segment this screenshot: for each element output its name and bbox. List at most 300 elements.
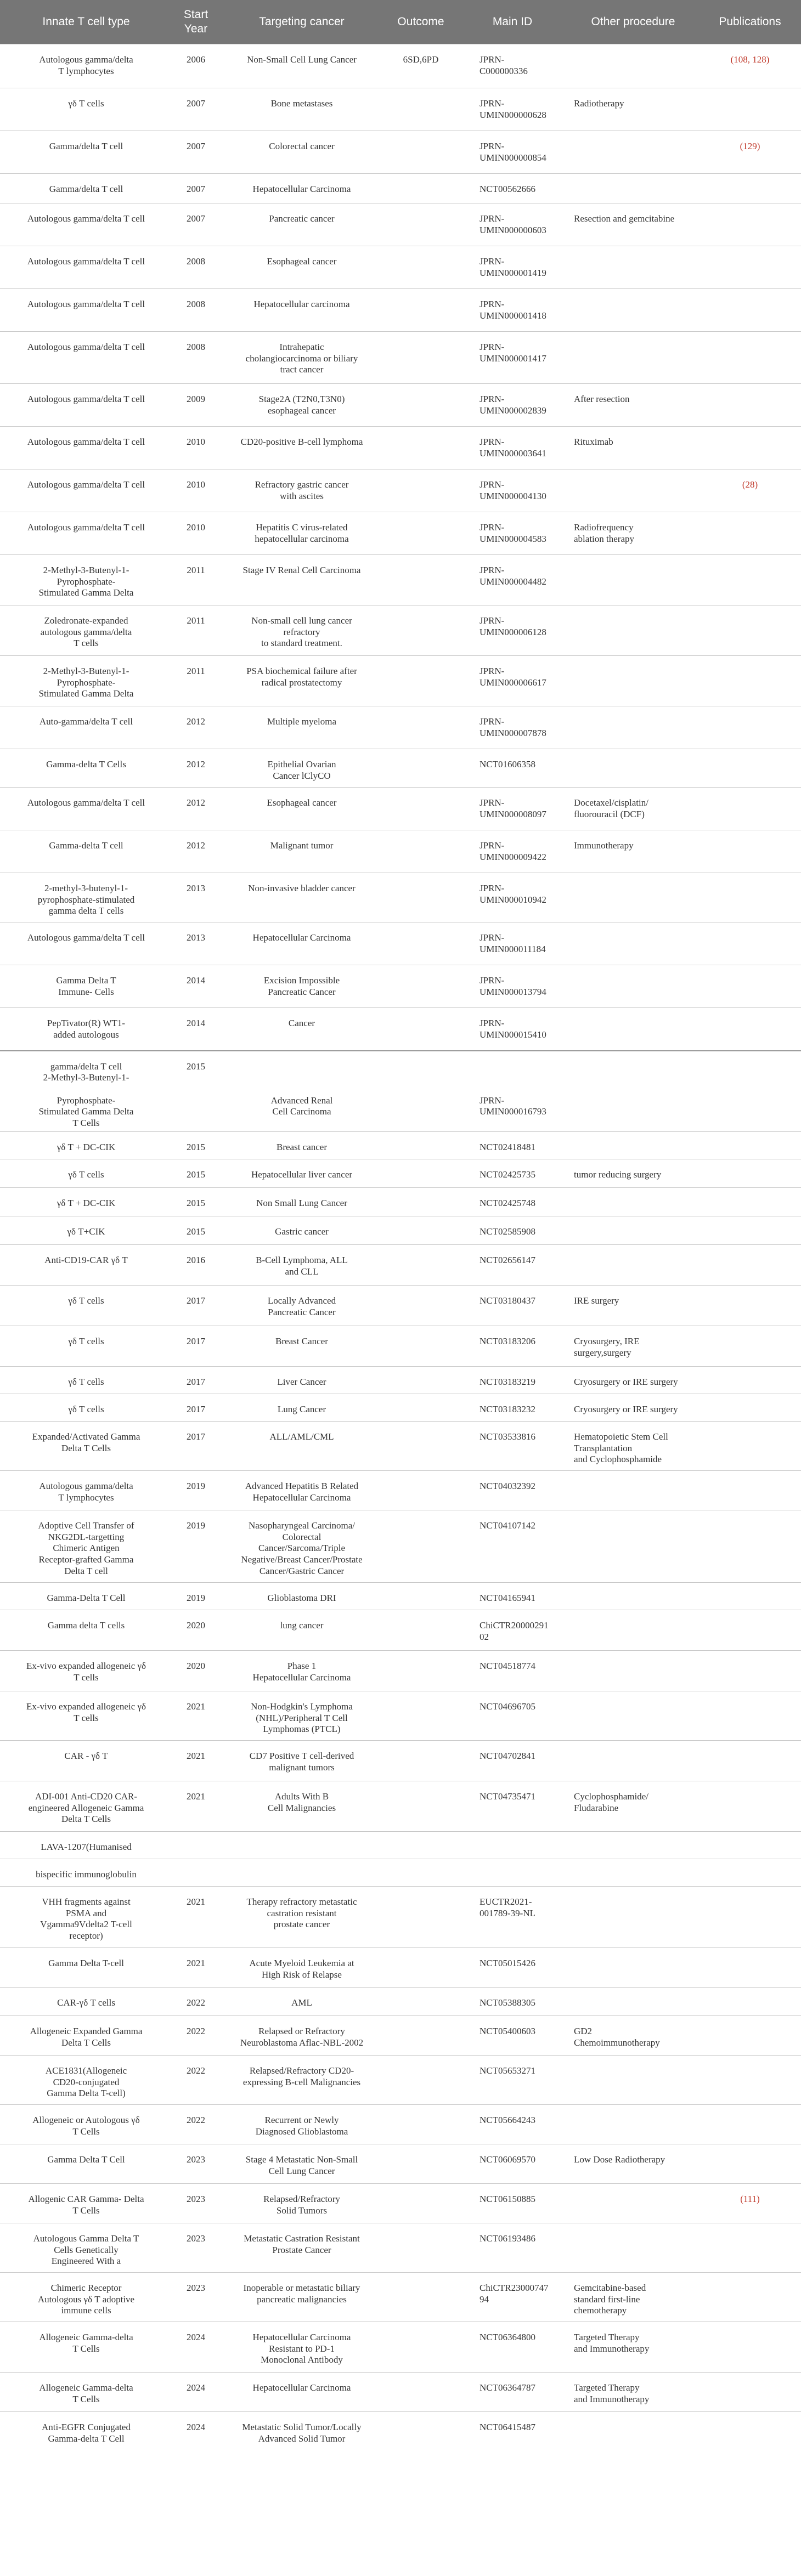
cell-outcome xyxy=(384,1781,458,1832)
cell-other-procedure xyxy=(567,2412,699,2453)
cell-targeting-cancer xyxy=(219,1510,384,1583)
cell-other-procedure-text: Hematopoietic Stem Cell Transplantation and Cyclophosphamide xyxy=(574,1431,668,1465)
cell-main-id-text: ChiCTR23000747 94 xyxy=(480,2283,549,2305)
cell-start-year-text: 2023 xyxy=(187,2194,205,2204)
cell-main-id-text: JPRN- UMIN000002839 xyxy=(480,394,546,416)
header-cell-year: Start Year xyxy=(172,0,219,44)
cell-publications xyxy=(699,131,801,174)
table-row xyxy=(0,1651,801,1691)
table-row xyxy=(0,289,801,332)
table-row xyxy=(0,656,801,706)
table-row xyxy=(0,384,801,427)
cell-start-year xyxy=(172,605,219,656)
cell-targeting-cancer xyxy=(219,2223,384,2273)
cell-targeting-cancer-text: Recurrent or Newly Diagnosed Glioblastoma xyxy=(255,2115,348,2137)
table-row xyxy=(0,1691,801,1741)
table-row xyxy=(0,427,801,469)
cell-targeting-cancer-text: Excision Impossible Pancreatic Cancer xyxy=(263,975,340,997)
cell-targeting-cancer xyxy=(219,1583,384,1610)
cell-publications-text: (111) xyxy=(740,2194,760,2204)
cell-start-year xyxy=(172,1859,219,1887)
cell-targeting-cancer xyxy=(219,2056,384,2105)
cell-start-year-text: 2024 xyxy=(187,2332,205,2342)
table-row xyxy=(0,1245,801,1286)
table-row xyxy=(0,1832,801,1859)
cell-main-id-text: NCT04696705 xyxy=(480,1701,535,1712)
cell-cell-type xyxy=(0,1471,172,1510)
cell-targeting-cancer-text: Esophageal cancer xyxy=(267,797,337,808)
cell-start-year xyxy=(172,749,219,788)
cell-targeting-cancer-text: Relapsed/Refractory CD20- expressing B-cell Malignancies xyxy=(242,2065,361,2087)
cell-cell-type-text: Allogeneic or Autologous γδ T Cells xyxy=(32,2115,140,2137)
cell-start-year-text: 2006 xyxy=(187,54,205,65)
cell-start-year-text: 2021 xyxy=(187,1701,205,1712)
cell-main-id xyxy=(458,469,567,512)
table-row xyxy=(0,1988,801,2016)
cell-other-procedure xyxy=(567,2223,699,2273)
cell-publications xyxy=(699,1859,801,1887)
cell-start-year-text: 2021 xyxy=(187,1958,205,1968)
table-row xyxy=(0,44,801,88)
cell-start-year xyxy=(172,1326,219,1367)
cell-main-id-text: NCT05400603 xyxy=(480,2026,535,2036)
cell-cell-type xyxy=(0,2273,172,2322)
cell-targeting-cancer-text: Stage 4 Metastatic Non-Small Cell Lung Cancer xyxy=(245,2154,358,2176)
table-row xyxy=(0,1286,801,1326)
cell-outcome xyxy=(384,555,458,605)
cell-publications xyxy=(699,1583,801,1610)
cell-start-year xyxy=(172,1741,219,1781)
cell-main-id xyxy=(458,1286,567,1326)
cell-targeting-cancer-text: Non-Small Cell Lung Cancer xyxy=(247,54,357,65)
cell-publications xyxy=(699,512,801,555)
cell-targeting-cancer-text: Hepatitis C virus-related hepatocellular carcinoma xyxy=(255,522,349,544)
cell-start-year-text: 2023 xyxy=(187,2154,205,2165)
cell-cell-type xyxy=(0,2056,172,2105)
cell-other-procedure xyxy=(567,246,699,289)
cell-cell-type xyxy=(0,1510,172,1583)
cell-cell-type-text: VHH fragments against PSMA and Vgamma9Vdelta2 T-cell receptor) xyxy=(40,1896,132,1941)
cell-cell-type xyxy=(0,2184,172,2223)
table-row xyxy=(0,1583,801,1610)
cell-start-year-text: 2022 xyxy=(187,2065,205,2076)
header-cell-publications: Publications xyxy=(699,0,801,44)
cell-targeting-cancer-text: Breast cancer xyxy=(276,1142,328,1152)
cell-main-id xyxy=(458,427,567,469)
cell-main-id xyxy=(458,1132,567,1159)
cell-outcome xyxy=(384,2144,458,2184)
cell-main-id xyxy=(458,2056,567,2105)
cell-cell-type xyxy=(0,1781,172,1832)
cell-cell-type-text: Anti-EGFR Conjugated Gamma-delta T Cell xyxy=(42,2422,131,2444)
cell-publications xyxy=(699,1832,801,1859)
cell-main-id xyxy=(458,1216,567,1245)
cell-targeting-cancer-text: Pancreatic cancer xyxy=(269,213,335,224)
cell-outcome xyxy=(384,131,458,174)
cell-other-procedure xyxy=(567,1781,699,1832)
cell-publications xyxy=(699,1422,801,1471)
cell-start-year xyxy=(172,1471,219,1510)
cell-cell-type-text: Autologous gamma/delta T cell xyxy=(27,479,145,490)
cell-cell-type xyxy=(0,512,172,555)
cell-cell-type xyxy=(0,2223,172,2273)
cell-main-id-text: NCT02656147 xyxy=(480,1255,535,1265)
cell-start-year xyxy=(172,1216,219,1245)
cell-outcome xyxy=(384,2322,458,2373)
cell-other-procedure xyxy=(567,384,699,427)
cell-start-year-text: 2024 xyxy=(187,2382,205,2393)
cell-targeting-cancer-text: Liver Cancer xyxy=(277,1377,326,1387)
cell-targeting-cancer xyxy=(219,1188,384,1216)
cell-publications xyxy=(699,2056,801,2105)
cell-start-year xyxy=(172,384,219,427)
cell-publications xyxy=(699,830,801,873)
cell-main-id xyxy=(458,788,567,830)
cell-start-year xyxy=(172,246,219,289)
cell-main-id xyxy=(458,1651,567,1691)
cell-start-year-text: 2007 xyxy=(187,213,205,224)
cell-targeting-cancer xyxy=(219,1887,384,1948)
cell-outcome xyxy=(384,44,458,88)
cell-targeting-cancer xyxy=(219,555,384,605)
cell-main-id-text: NCT02425735 xyxy=(480,1169,535,1180)
cell-targeting-cancer xyxy=(219,131,384,174)
cell-other-procedure xyxy=(567,749,699,788)
cell-targeting-cancer xyxy=(219,332,384,384)
cell-cell-type-text: Autologous gamma/delta T lymphocytes xyxy=(39,1481,133,1503)
cell-main-id xyxy=(458,2412,567,2453)
cell-cell-type-text: Autologous gamma/delta T cell xyxy=(27,797,145,808)
cell-targeting-cancer xyxy=(219,830,384,873)
cell-targeting-cancer-text: Malignant tumor xyxy=(270,840,334,851)
cell-publications xyxy=(699,1741,801,1781)
cell-targeting-cancer xyxy=(219,1051,384,1132)
cell-cell-type xyxy=(0,706,172,749)
cell-other-procedure xyxy=(567,830,699,873)
cell-main-id-text: NCT05653271 xyxy=(480,2065,535,2076)
cell-cell-type-text: Allogeneic Gamma-delta T Cells xyxy=(39,2382,133,2404)
table-row xyxy=(0,174,801,203)
cell-start-year xyxy=(172,965,219,1008)
cell-outcome xyxy=(384,2105,458,2144)
cell-outcome xyxy=(384,512,458,555)
table-row xyxy=(0,605,801,656)
table-row xyxy=(0,2223,801,2273)
cell-main-id xyxy=(458,384,567,427)
cell-publications xyxy=(699,469,801,512)
cell-start-year-text: 2014 xyxy=(187,1018,205,1028)
cell-targeting-cancer xyxy=(219,1781,384,1832)
table-row xyxy=(0,2273,801,2322)
cell-cell-type xyxy=(0,2412,172,2453)
cell-outcome xyxy=(384,469,458,512)
cell-cell-type xyxy=(0,289,172,332)
table-row xyxy=(0,203,801,246)
cell-publications xyxy=(699,656,801,706)
cell-outcome xyxy=(384,1367,458,1394)
cell-outcome xyxy=(384,203,458,246)
cell-outcome xyxy=(384,2056,458,2105)
cell-cell-type xyxy=(0,384,172,427)
cell-other-procedure-text: Cryosurgery or IRE surgery xyxy=(574,1377,678,1387)
cell-other-procedure xyxy=(567,1188,699,1216)
cell-main-id xyxy=(458,1422,567,1471)
cell-main-id-text: JPRN- UMIN000010942 xyxy=(480,883,546,905)
cell-cell-type-text: Gamma/delta T cell xyxy=(49,141,123,151)
table-row xyxy=(0,555,801,605)
cell-main-id-text: JPRN- UMIN000006617 xyxy=(480,666,546,688)
cell-start-year xyxy=(172,131,219,174)
cell-outcome xyxy=(384,1948,458,1988)
cell-main-id xyxy=(458,2322,567,2373)
cell-main-id xyxy=(458,555,567,605)
cell-start-year-text: 2024 xyxy=(187,2422,205,2432)
cell-cell-type-text: γδ T cells xyxy=(68,98,104,109)
cell-outcome xyxy=(384,2273,458,2322)
cell-targeting-cancer xyxy=(219,2373,384,2412)
cell-start-year xyxy=(172,44,219,88)
cell-start-year xyxy=(172,656,219,706)
cell-start-year-text: 2015 xyxy=(187,1061,205,1072)
cell-other-procedure xyxy=(567,1691,699,1741)
cell-targeting-cancer xyxy=(219,1367,384,1394)
cell-main-id-text: NCT04165941 xyxy=(480,1593,535,1603)
cell-outcome xyxy=(384,1132,458,1159)
cell-publications xyxy=(699,2144,801,2184)
cell-targeting-cancer xyxy=(219,1326,384,1367)
cell-publications xyxy=(699,2273,801,2322)
cell-cell-type-text: Zoledronate-expanded autologous gamma/delta T cells xyxy=(40,615,132,649)
cell-start-year-text: 2019 xyxy=(187,1520,205,1531)
table-row xyxy=(0,2105,801,2144)
cell-outcome xyxy=(384,2412,458,2453)
header-cell-outcome: Outcome xyxy=(384,0,458,44)
cell-other-procedure xyxy=(567,332,699,384)
cell-other-procedure xyxy=(567,1741,699,1781)
cell-publications xyxy=(699,1610,801,1651)
cell-targeting-cancer-text: Non-small cell lung cancer refractory to standard treatment. xyxy=(251,615,352,649)
cell-publications xyxy=(699,1326,801,1367)
cell-cell-type xyxy=(0,2322,172,2373)
cell-start-year-text: 2015 xyxy=(187,1226,205,1237)
cell-publications xyxy=(699,1887,801,1948)
cell-targeting-cancer-text: AML xyxy=(291,1997,312,2008)
cell-start-year-text: 2012 xyxy=(187,716,205,727)
cell-other-procedure xyxy=(567,922,699,965)
cell-targeting-cancer xyxy=(219,1286,384,1326)
cell-start-year-text: 2007 xyxy=(187,98,205,109)
cell-main-id xyxy=(458,1159,567,1188)
cell-targeting-cancer-text: Non-Hodgkin's Lymphoma (NHL)/Peripheral T Cell Lymphomas (PTCL) xyxy=(251,1701,353,1735)
cell-cell-type-text: γδ T cells xyxy=(68,1404,104,1414)
table-row xyxy=(0,2322,801,2373)
cell-start-year-text: 2012 xyxy=(187,759,205,769)
table-row xyxy=(0,922,801,965)
cell-main-id-text: JPRN- UMIN000015410 xyxy=(480,1018,546,1040)
cell-targeting-cancer xyxy=(219,2144,384,2184)
cell-publications xyxy=(699,605,801,656)
cell-cell-type xyxy=(0,1859,172,1887)
cell-main-id xyxy=(458,44,567,88)
cell-publications xyxy=(699,246,801,289)
table-row xyxy=(0,1887,801,1948)
cell-other-procedure xyxy=(567,1422,699,1471)
cell-targeting-cancer xyxy=(219,246,384,289)
cell-publications xyxy=(699,1245,801,1286)
cell-cell-type xyxy=(0,2373,172,2412)
cell-targeting-cancer xyxy=(219,1471,384,1510)
cell-start-year xyxy=(172,2373,219,2412)
cell-main-id xyxy=(458,706,567,749)
cell-targeting-cancer xyxy=(219,2412,384,2453)
cell-other-procedure-text: Rituximab xyxy=(574,437,613,447)
cell-cell-type xyxy=(0,749,172,788)
cell-targeting-cancer-text: Stage IV Renal Cell Carcinoma xyxy=(242,565,361,575)
cell-targeting-cancer xyxy=(219,749,384,788)
cell-cell-type-text: Adoptive Cell Transfer of NKG2DL-targetting Chimeric Antigen Receptor-grafted Gamma Delta T cell xyxy=(38,1520,134,1576)
cell-start-year xyxy=(172,1159,219,1188)
cell-other-procedure xyxy=(567,1610,699,1651)
cell-outcome xyxy=(384,2184,458,2223)
cell-targeting-cancer xyxy=(219,427,384,469)
cell-start-year-text: 2017 xyxy=(187,1404,205,1414)
cell-cell-type xyxy=(0,965,172,1008)
table-row xyxy=(0,2412,801,2453)
cell-other-procedure-text: Gemcitabine-based standard first-line chemotherapy xyxy=(574,2283,646,2316)
cell-main-id xyxy=(458,2105,567,2144)
table-row xyxy=(0,873,801,922)
cell-publications xyxy=(699,2412,801,2453)
cell-main-id xyxy=(458,1610,567,1651)
cell-targeting-cancer-text: Hepatocellular Carcinoma xyxy=(252,184,351,194)
cell-start-year xyxy=(172,1245,219,1286)
table-row xyxy=(0,1159,801,1188)
cell-start-year xyxy=(172,830,219,873)
cell-targeting-cancer-text: Therapy refractory metastatic castration resistant prostate cancer xyxy=(246,1896,357,1930)
cell-targeting-cancer-text: ALL/AML/CML xyxy=(269,1431,334,1442)
table-row xyxy=(0,2056,801,2105)
header-cell-id: Main ID xyxy=(458,0,567,44)
cell-start-year xyxy=(172,555,219,605)
cell-main-id-text: NCT02585908 xyxy=(480,1226,535,1237)
cell-start-year-text: 2023 xyxy=(187,2233,205,2244)
cell-cell-type-text: Ex-vivo expanded allogeneic γδ T cells xyxy=(26,1661,146,1683)
cell-other-procedure xyxy=(567,2373,699,2412)
table-row xyxy=(0,469,801,512)
cell-other-procedure-text: Radiofrequency ablation therapy xyxy=(574,522,634,544)
cell-cell-type xyxy=(0,656,172,706)
cell-other-procedure-text: Cryosurgery, IRE surgery,surgery xyxy=(574,1336,640,1358)
cell-other-procedure xyxy=(567,656,699,706)
cell-start-year xyxy=(172,1948,219,1988)
cell-main-id-text: NCT03180437 xyxy=(480,1295,535,1306)
cell-cell-type xyxy=(0,332,172,384)
cell-start-year xyxy=(172,1008,219,1051)
cell-publications xyxy=(699,873,801,922)
cell-targeting-cancer-text: Intrahepatic cholangiocarcinoma or biliary tract cancer xyxy=(245,342,358,375)
cell-start-year-text: 2007 xyxy=(187,141,205,151)
cell-cell-type-text: Gamma Delta T-cell xyxy=(48,1958,124,1968)
cell-start-year-text: 2019 xyxy=(187,1481,205,1491)
cell-main-id xyxy=(458,1008,567,1051)
cell-outcome xyxy=(384,965,458,1008)
cell-targeting-cancer xyxy=(219,1422,384,1471)
cell-main-id xyxy=(458,922,567,965)
cell-publications xyxy=(699,289,801,332)
cell-main-id-text: NCT05388305 xyxy=(480,1997,535,2008)
cell-main-id xyxy=(458,1367,567,1394)
cell-outcome xyxy=(384,1887,458,1948)
cell-outcome xyxy=(384,2016,458,2056)
cell-targeting-cancer xyxy=(219,1741,384,1781)
cell-cell-type xyxy=(0,1159,172,1188)
cell-cell-type-text: Autologous gamma/delta T cell xyxy=(27,213,145,224)
cell-outcome xyxy=(384,1216,458,1245)
cell-targeting-cancer xyxy=(219,1988,384,2016)
cell-start-year-text: 2017 xyxy=(187,1377,205,1387)
cell-outcome xyxy=(384,384,458,427)
cell-main-id xyxy=(458,2273,567,2322)
cell-main-id xyxy=(458,749,567,788)
cell-outcome xyxy=(384,788,458,830)
cell-start-year xyxy=(172,512,219,555)
cell-publications xyxy=(699,1132,801,1159)
cell-outcome xyxy=(384,656,458,706)
cell-targeting-cancer-text: Gastric cancer xyxy=(275,1226,329,1237)
cell-other-procedure xyxy=(567,1471,699,1510)
cell-targeting-cancer xyxy=(219,1216,384,1245)
cell-main-id-text: NCT06193486 xyxy=(480,2233,535,2244)
cell-start-year xyxy=(172,2144,219,2184)
table-row xyxy=(0,2184,801,2223)
cell-cell-type-text: Autologous gamma/delta T cell xyxy=(27,522,145,533)
cell-publications xyxy=(699,1691,801,1741)
cell-targeting-cancer xyxy=(219,2322,384,2373)
cell-other-procedure xyxy=(567,2016,699,2056)
cell-other-procedure xyxy=(567,605,699,656)
cell-other-procedure xyxy=(567,1367,699,1394)
cell-publications xyxy=(699,1188,801,1216)
cell-other-procedure xyxy=(567,2322,699,2373)
cell-targeting-cancer xyxy=(219,788,384,830)
cell-targeting-cancer xyxy=(219,2105,384,2144)
cell-start-year xyxy=(172,2184,219,2223)
cell-other-procedure xyxy=(567,427,699,469)
cell-other-procedure xyxy=(567,1286,699,1326)
cell-main-id xyxy=(458,332,567,384)
cell-start-year-text: 2010 xyxy=(187,437,205,447)
cell-other-procedure xyxy=(567,1008,699,1051)
cell-start-year-text: 2012 xyxy=(187,840,205,851)
cell-start-year xyxy=(172,1610,219,1651)
cell-main-id xyxy=(458,1188,567,1216)
cell-outcome xyxy=(384,1859,458,1887)
cell-targeting-cancer xyxy=(219,512,384,555)
cell-start-year xyxy=(172,706,219,749)
cell-start-year xyxy=(172,1887,219,1948)
cell-cell-type-text: Autologous gamma/delta T lymphocytes xyxy=(39,54,133,76)
cell-other-procedure xyxy=(567,512,699,555)
cell-start-year-text: 2009 xyxy=(187,394,205,404)
cell-start-year-text: 2016 xyxy=(187,1255,205,1265)
cell-main-id xyxy=(458,1471,567,1510)
table-row xyxy=(0,332,801,384)
cell-main-id-text: NCT03183219 xyxy=(480,1377,535,1387)
cell-start-year-text: 2023 xyxy=(187,2283,205,2293)
cell-other-procedure-text: Cyclophosphamide/ Fludarabine xyxy=(574,1791,648,1813)
cell-targeting-cancer xyxy=(219,706,384,749)
cell-start-year xyxy=(172,1583,219,1610)
